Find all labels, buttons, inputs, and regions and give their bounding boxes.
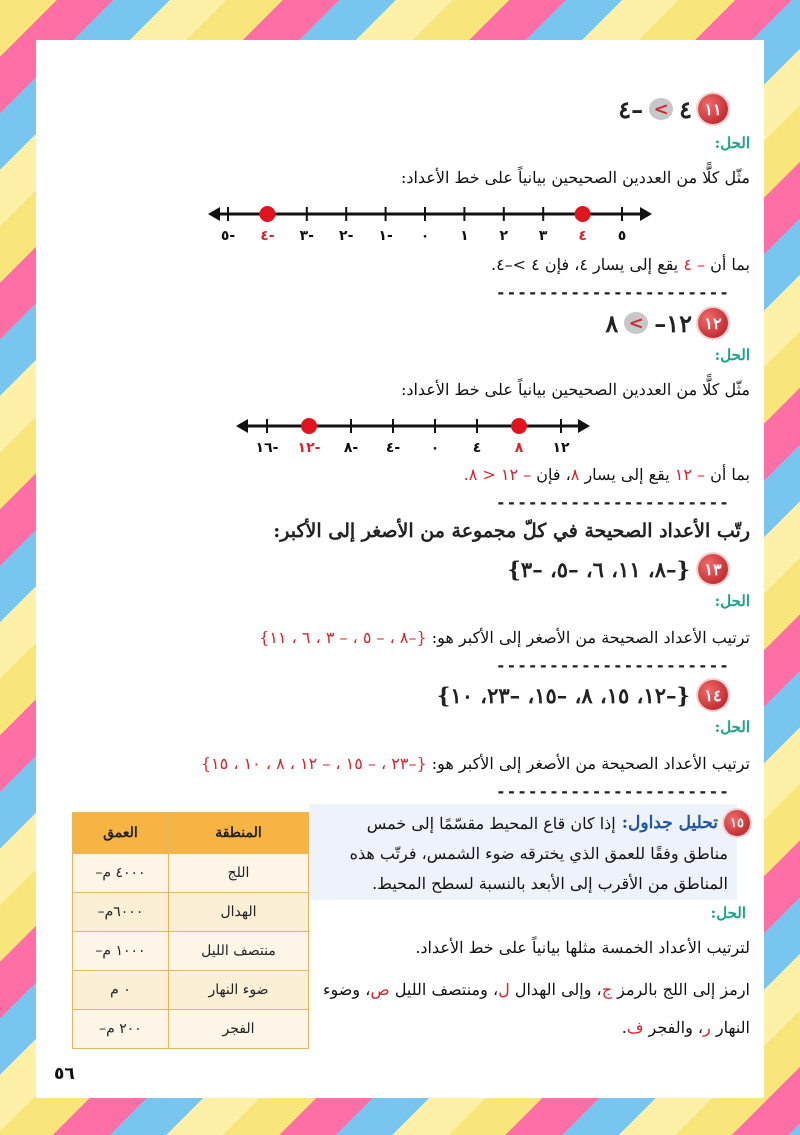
right-arrow-icon bbox=[578, 419, 590, 433]
symbol: ل bbox=[498, 980, 510, 999]
left-arrow-icon bbox=[236, 419, 248, 433]
region-cell: اللج bbox=[168, 854, 308, 893]
tick-label: ١٢ bbox=[552, 440, 570, 456]
text: . bbox=[621, 1018, 627, 1037]
depth-cell: –٢٠٠ م bbox=[73, 1010, 169, 1049]
value: ٨ bbox=[570, 465, 580, 484]
tick-label: ١٢- bbox=[297, 440, 321, 456]
left-number: ٤ bbox=[679, 94, 692, 124]
table-row bbox=[73, 1010, 309, 1049]
ordered-set: {–٨ ، – ٥ ، – ٣ ، ٦ ، ١١} bbox=[259, 628, 427, 647]
conclusion-text: بما أن bbox=[710, 255, 750, 274]
ocean-depth-table bbox=[72, 812, 309, 1049]
problem-14-header bbox=[437, 680, 728, 710]
problem-15-line1 bbox=[367, 810, 750, 836]
region-cell: منتصف الليل bbox=[168, 932, 308, 971]
text: ، وضوء bbox=[323, 980, 371, 999]
separator: ---------------------- bbox=[496, 283, 730, 302]
left-number: ١٢– bbox=[654, 308, 692, 338]
point-marker bbox=[575, 206, 591, 222]
tick-label: ١- bbox=[378, 228, 393, 244]
problem-number-badge: ١٣ bbox=[698, 554, 728, 584]
point-marker bbox=[301, 418, 317, 434]
answer-14 bbox=[201, 754, 750, 773]
tick-label: ١٦- bbox=[255, 440, 279, 456]
problem-text: إذا كان قاع المحيط مقسّمًا إلى خمس bbox=[366, 813, 616, 833]
solution-label: الحل: bbox=[714, 134, 750, 152]
number-line-12 bbox=[234, 412, 594, 458]
answer-13 bbox=[259, 628, 750, 647]
symbol: ص bbox=[370, 980, 390, 999]
table-row bbox=[73, 971, 309, 1010]
conclusion-text: يقع إلى يسار ٤، فإن ٤ >–٤. bbox=[490, 255, 679, 274]
ordered-set: {–٢٣ ، – ١٥ ، – ١٢ ، ٨ ، ١٠ ، ١٥} bbox=[200, 754, 427, 773]
comparison-sign: > bbox=[624, 312, 648, 334]
tick-label: ٨- bbox=[343, 440, 359, 456]
problem-text: المناطق من الأقرب إلى الأبعد بالنسبة لسطح المحيط. bbox=[372, 874, 728, 893]
tick-label: ٤ bbox=[472, 440, 482, 456]
problem-number-badge: ١٤ bbox=[698, 680, 728, 710]
problem-11-header bbox=[618, 94, 728, 124]
point-marker bbox=[259, 206, 275, 222]
depth-cell: –١٠٠٠ م bbox=[73, 932, 169, 971]
comparison-sign: > bbox=[649, 98, 673, 120]
column-header-depth: العمق bbox=[73, 813, 169, 854]
problem-number-badge: ١٢ bbox=[698, 308, 728, 338]
separator: ---------------------- bbox=[496, 782, 730, 801]
tick-label: ٢ bbox=[499, 228, 509, 244]
tick-label: ٤- bbox=[385, 440, 401, 456]
section-title: رتّب الأعداد الصحيحة في كلّ مجموعة من الأصغر إلى الأكبر: bbox=[273, 520, 750, 542]
number-set: {–٨، ١١، ٦، –٥، –٣} bbox=[507, 556, 690, 582]
conclusion-12 bbox=[464, 465, 750, 484]
tick-label: ٢- bbox=[339, 228, 354, 244]
problem-13-header bbox=[507, 554, 728, 584]
table-row bbox=[73, 854, 309, 893]
text: ارمز إلى اللج بالرمز bbox=[617, 980, 750, 999]
conclusion-text: بما أن bbox=[710, 465, 750, 484]
text: ، وإلى الهدال bbox=[514, 980, 602, 999]
solution-label: الحل: bbox=[710, 904, 746, 922]
tick-label: ٣ bbox=[538, 228, 548, 244]
depth-cell: –٤٠٠٠ م bbox=[73, 854, 169, 893]
tick-label: ٣- bbox=[299, 228, 314, 244]
conclusion-text: ، فإن bbox=[536, 465, 571, 484]
answer-text: ترتيب الأعداد الصحيحة من الأصغر إلى الأكبر هو: bbox=[431, 628, 750, 647]
separator: ---------------------- bbox=[496, 656, 730, 675]
separator: ---------------------- bbox=[496, 493, 730, 512]
problem-heading: تحليل جداول: bbox=[621, 813, 718, 833]
point-marker bbox=[511, 418, 527, 434]
region-cell: الفجر bbox=[168, 1010, 308, 1049]
instruction-text: مثّل كلًّا من العددين الصحيحين بيانياً على خط الأعداد: bbox=[400, 168, 750, 187]
text: ، ومنتصف الليل bbox=[394, 980, 499, 999]
table-row bbox=[73, 893, 309, 932]
solution-line-3 bbox=[622, 1018, 750, 1037]
solution-line-2 bbox=[323, 980, 750, 999]
negative-value: – ٤ bbox=[683, 255, 706, 274]
tick-label: ٥ bbox=[617, 228, 627, 244]
conclusion-text: يقع إلى يسار bbox=[584, 465, 670, 484]
solution-label: الحل: bbox=[714, 718, 750, 736]
problem-text: مناطق وفقًا للعمق الذي يخترقه ضوء الشمس، فرتّب هذه bbox=[349, 844, 728, 863]
answer-text: ترتيب الأعداد الصحيحة من الأصغر إلى الأكبر هو: bbox=[431, 754, 750, 773]
tick-label: ٤ bbox=[578, 228, 587, 244]
right-number: –٤ bbox=[618, 94, 644, 124]
tick-label: ١ bbox=[460, 228, 469, 244]
number-set: {–١٢، ١٥، ٨، –١٥، –٢٣، ١٠} bbox=[436, 682, 690, 708]
number-line-11 bbox=[206, 200, 656, 246]
column-header-region: المنطقة bbox=[168, 813, 308, 854]
solution-label: الحل: bbox=[714, 346, 750, 364]
depth-cell: ٠ م bbox=[73, 971, 169, 1010]
solution-line-1: لترتيب الأعداد الخمسة مثلها بيانياً على خط الأعداد. bbox=[415, 938, 750, 957]
page-number: ٥٦ bbox=[54, 1064, 75, 1084]
tick-label: ٨ bbox=[514, 440, 524, 456]
instruction-text: مثّل كلًّا من العددين الصحيحين بيانياً على خط الأعداد: bbox=[400, 380, 750, 399]
problem-12-header bbox=[605, 308, 728, 338]
conclusion-11 bbox=[491, 255, 750, 274]
tick-label: ٠ bbox=[420, 228, 430, 244]
symbol: ج bbox=[601, 980, 613, 999]
tick-label: ٤- bbox=[260, 228, 275, 244]
text: ، والفجر bbox=[648, 1018, 704, 1037]
solution-label: الحل: bbox=[714, 592, 750, 610]
depth-cell: –٦٠٠٠م bbox=[73, 893, 169, 932]
inequality: – ١٢ < ٨. bbox=[463, 465, 532, 484]
right-arrow-icon bbox=[640, 207, 652, 221]
symbol: ر bbox=[703, 1018, 711, 1037]
symbol: ف bbox=[626, 1018, 644, 1037]
textbook-page bbox=[36, 40, 764, 1098]
right-number: ٨ bbox=[605, 308, 619, 338]
tick-label: ٠ bbox=[430, 440, 440, 456]
region-cell: الهدال bbox=[168, 893, 308, 932]
region-cell: ضوء النهار bbox=[168, 971, 308, 1010]
left-arrow-icon bbox=[208, 207, 220, 221]
table-row bbox=[73, 932, 309, 971]
problem-number-badge: ١١ bbox=[698, 94, 728, 124]
negative-value: – ١٢ bbox=[674, 465, 706, 484]
problem-number-badge: ١٥ bbox=[724, 810, 750, 836]
tick-label: ٥- bbox=[220, 228, 236, 244]
table-header-row bbox=[73, 813, 309, 854]
text: النهار bbox=[715, 1018, 750, 1037]
